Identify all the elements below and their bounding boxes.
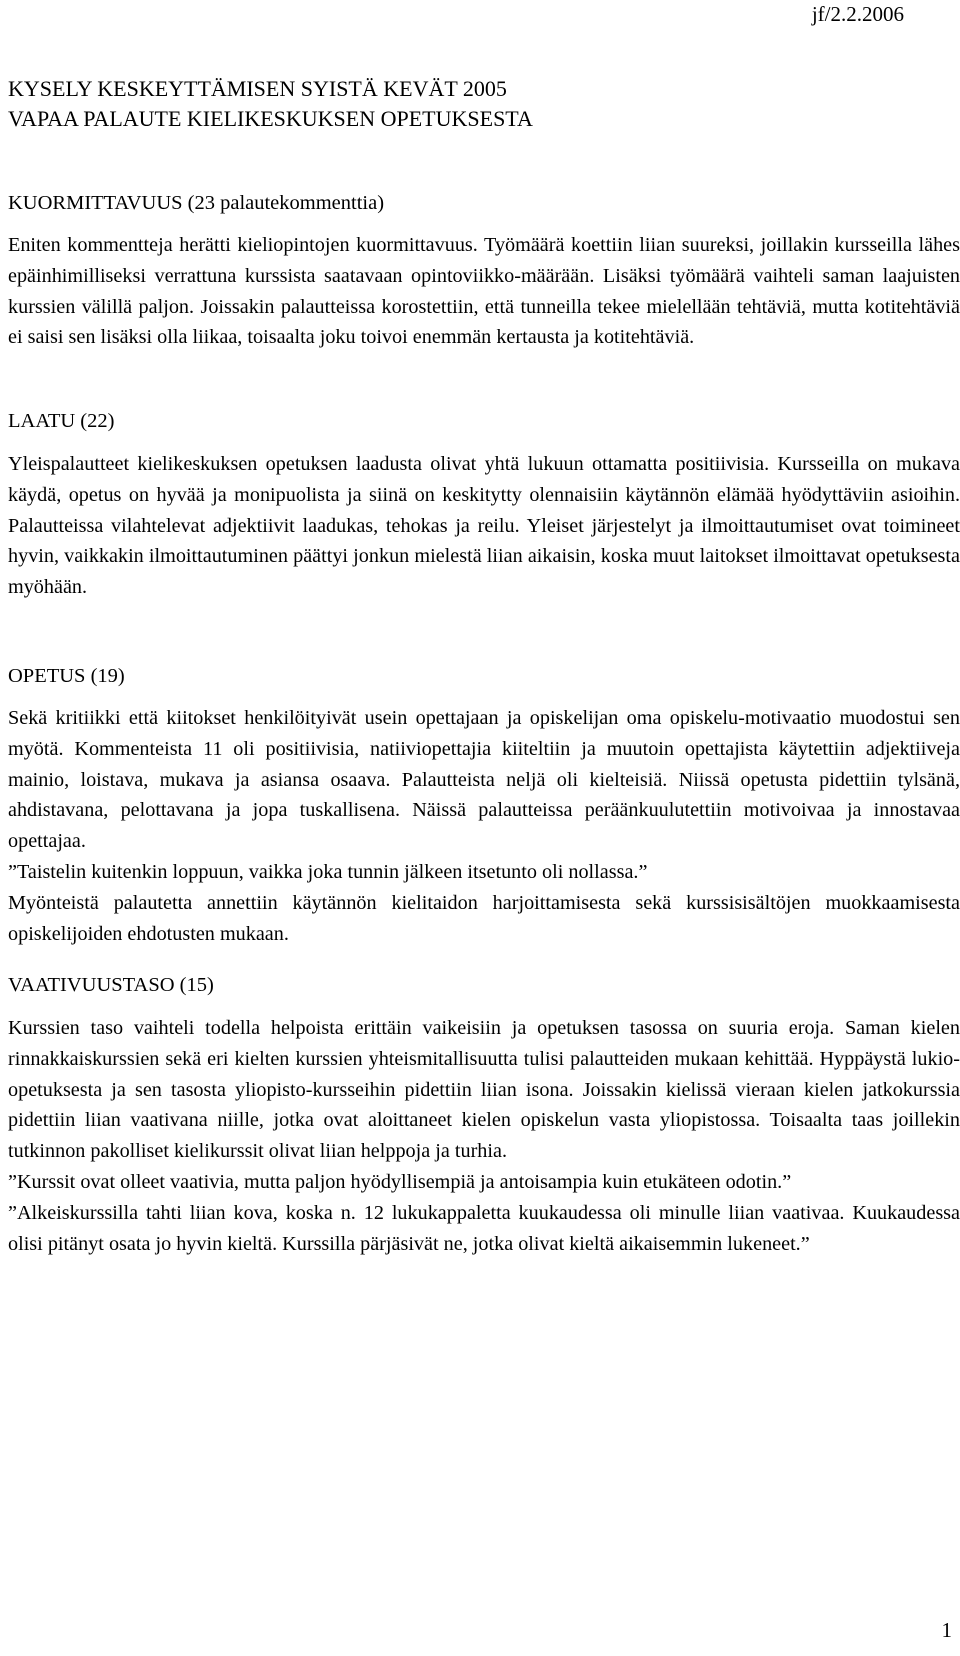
document-title bbox=[8, 74, 948, 134]
section-heading-opetus: OPETUS (19) bbox=[8, 665, 125, 687]
page-number: 1 bbox=[941, 1618, 952, 1642]
section-text-kuormittavuus: Eniten kommentteja herätti kieliopintojen kuormittavuus. Työmäärä koettiin liian suureksi, joillakin kursseilla lähes epäinhimilliseksi verrattuna kurssista saatavaan opintoviikko-määrään. Lisäksi työmäärä vaihteli saman laajuisten kurssien välillä paljon. Joissakin palautteissa korostettiin, että tunneilla tekee mielellään tehtäviä, mutta kotitehtäviä ei saisi sen lisäksi olla liikaa, toisaalta joku toivoi enemmän kertausta ja kotitehtäviä. bbox=[8, 234, 960, 349]
section-heading-laatu: LAATU (22) bbox=[8, 410, 115, 432]
section-text-vaativuustaso: Kurssien taso vaihteli todella helpoista erittäin vaikeisiin ja opetuksen tasossa on suuria eroja. Saman kielen rinnakkaiskurssien sekä eri kielten kurssien yhteismitallisuutta tulisi palautteiden mukaan kehittää. Hyppäystä lukio-opetuksesta ja sen tasosta yliopisto-kursseihin pidettiin liian isona. Joissakin kielissä vieraan kielen jatkokurssia pidettiin liian vaativana niille, jotka ovat aloittaneet kielen opiskelun vasta yliopistossa. Toisaalta taas joillekin tutkinnon pakolliset kielikurssit olivat liian helppoja ja turhia. bbox=[8, 1017, 960, 1163]
document-date: jf/2.2.2006 bbox=[811, 2, 904, 26]
opetus-quote: ”Taistelin kuitenkin loppuun, vaikka joka tunnin jälkeen itsetunto oli nollassa.” bbox=[8, 860, 648, 883]
section-heading-vaativuustaso: VAATIVUUSTASO (15) bbox=[8, 974, 214, 996]
vaativuustaso-quote-1: ”Kurssit ovat olleet vaativia, mutta paljon hyödyllisempiä ja antoisampia kuin etukäteen odotin.” bbox=[8, 1170, 792, 1193]
section-text-laatu: Yleispalautteet kielikeskuksen opetuksen laadusta olivat yhtä lukuun ottamatta positiivisia. Kursseilla on mukava käydä, opetus on hyvää ja monipuolista ja siinä on keskitytty olennaisiin käytännön elämää hyödyttäviin asioihin. Palautteissa vilahtelevat adjektiivit laadukas, tehokas ja reilu. Yleiset järjestelyt ja ilmoittautumiset ovat toimineet hyvin, vaikkakin ilmoittautuminen päättyi jonkun mielestä liian aikaisin, koska muut laitokset ilmoittavat opetuksesta myöhään. bbox=[8, 453, 960, 599]
section-text-opetus: Sekä kritiikki että kiitokset henkilöityivät usein opettajaan ja opiskelijan oma opiskelu-motivaatio muodostui sen myötä. Kommenteista 11 oli positiivisia, natiiviopettajia kiiteltiin ja muutoin opettajista käytettiin adjektiiveja mainio, loistava, mukava ja asiansa osaava. Palautteista neljä oli kielteisiä. Niissä opetusta pidettiin tylsänä, ahdistavana, pelottavana ja jopa tuskallisena. Näissä palautteissa peräänkuulutettiin motivoivaa ja innostavaa opettajaa. bbox=[8, 707, 960, 853]
section-heading-kuormittavuus: KUORMITTAVUUS (23 palautekommenttia) bbox=[8, 192, 385, 214]
vaativuustaso-quote-2: ”Alkeiskurssilla tahti liian kova, koska n. 12 lukukappaletta kuukaudessa oli minulle liian vaativaa. Kuukaudessa olisi pitänyt osata jo hyvin kieltä. Kurssilla pärjäsivät ne, jotka olivat kieltä aikaisemmin lukeneet.” bbox=[8, 1201, 960, 1255]
opetus-text-2: Myönteistä palautetta annettiin käytännön kielitaidon harjoittamisesta sekä kurssisisältöjen muokkaamisesta opiskelijoiden ehdotusten mukaan. bbox=[8, 891, 960, 945]
section-body-opetus bbox=[8, 703, 960, 949]
section-body-vaativuustaso bbox=[8, 1013, 960, 1259]
title-line-1: KYSELY KESKEYTTÄMISEN SYISTÄ KEVÄT 2005 bbox=[8, 76, 507, 101]
title-line-2: VAPAA PALAUTE KIELIKESKUKSEN OPETUKSESTA bbox=[8, 106, 533, 131]
